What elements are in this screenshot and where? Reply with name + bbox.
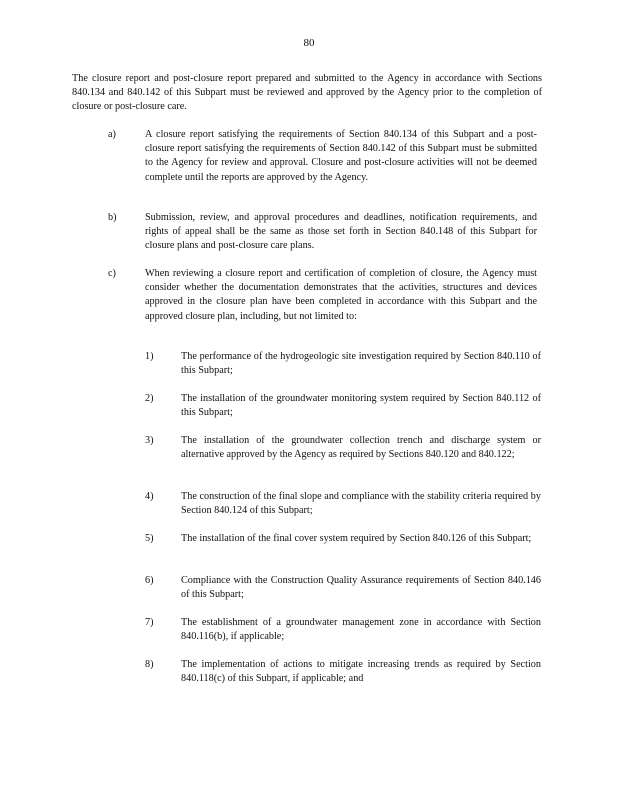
list-item-text: The installation of the groundwater monitoring system required by Section 840.112 of this Subpart; <box>181 393 541 419</box>
paragraph-label: a) <box>108 129 116 140</box>
paragraph-text: A closure report satisfying the requirements of Section 840.134 of this Subpart and a post-closure report satisfying the requirements of Section 840.142 of this Subpart must be submitted to the Agency for review and approval. Closure and post-closure activities will not be deemed complete until the reports are approved by the Agency. <box>145 129 537 183</box>
list-item-label: 5) <box>145 533 154 544</box>
list-item-label: 2) <box>145 393 154 404</box>
list-item-text: The construction of the final slope and compliance with the stability criteria required by Section 840.124 of this Subpart; <box>181 491 541 517</box>
list-item-label: 6) <box>145 575 154 586</box>
list-item-text: The installation of the final cover system required by Section 840.126 of this Subpart; <box>181 533 532 544</box>
list-item-label: 8) <box>145 659 154 670</box>
list-item-text: The performance of the hydrogeologic site investigation required by Section 840.110 of this Subpart; <box>181 351 541 377</box>
list-item-label: 3) <box>145 435 154 446</box>
intro-paragraph: The closure report and post-closure report prepared and submitted to the Agency in accordance with Sections 840.134 and 840.142 of this Subpart must be reviewed and approved by the Agency prior to the completion of closure or post-closure care. <box>72 73 542 113</box>
paragraph-label: c) <box>108 268 116 279</box>
list-item-text: Compliance with the Construction Quality Assurance requirements of Section 840.146 of this Subpart; <box>181 575 541 601</box>
list-item-text: The establishment of a groundwater management zone in accordance with Section 840.116(b), if applicable; <box>181 617 541 643</box>
paragraph-label: b) <box>108 212 117 223</box>
list-item-text: The implementation of actions to mitigate increasing trends as required by Section 840.118(c) of this Subpart, if applicable; and <box>181 659 541 685</box>
list-item-label: 7) <box>145 617 154 628</box>
list-item-label: 4) <box>145 491 154 502</box>
list-item-text: The installation of the groundwater collection trench and discharge system or alternative approved by the Agency as required by Sections 840.120 and 840.122; <box>181 435 541 461</box>
list-item-label: 1) <box>145 351 154 362</box>
page-number: 80 <box>303 37 315 49</box>
paragraph-text: Submission, review, and approval procedures and deadlines, notification requirements, and rights of appeal shall be the same as those set forth in Section 840.148 of this Subpart for closure plans and post-closure care plans. <box>145 212 537 252</box>
paragraph-text: When reviewing a closure report and certification of completion of closure, the Agency must consider whether the documentation demonstrates that the activities, structures and devices approved in the closure plan have been completed in accordance with this Subpart and the approved closure plan, including, but not limited to: <box>145 268 537 322</box>
